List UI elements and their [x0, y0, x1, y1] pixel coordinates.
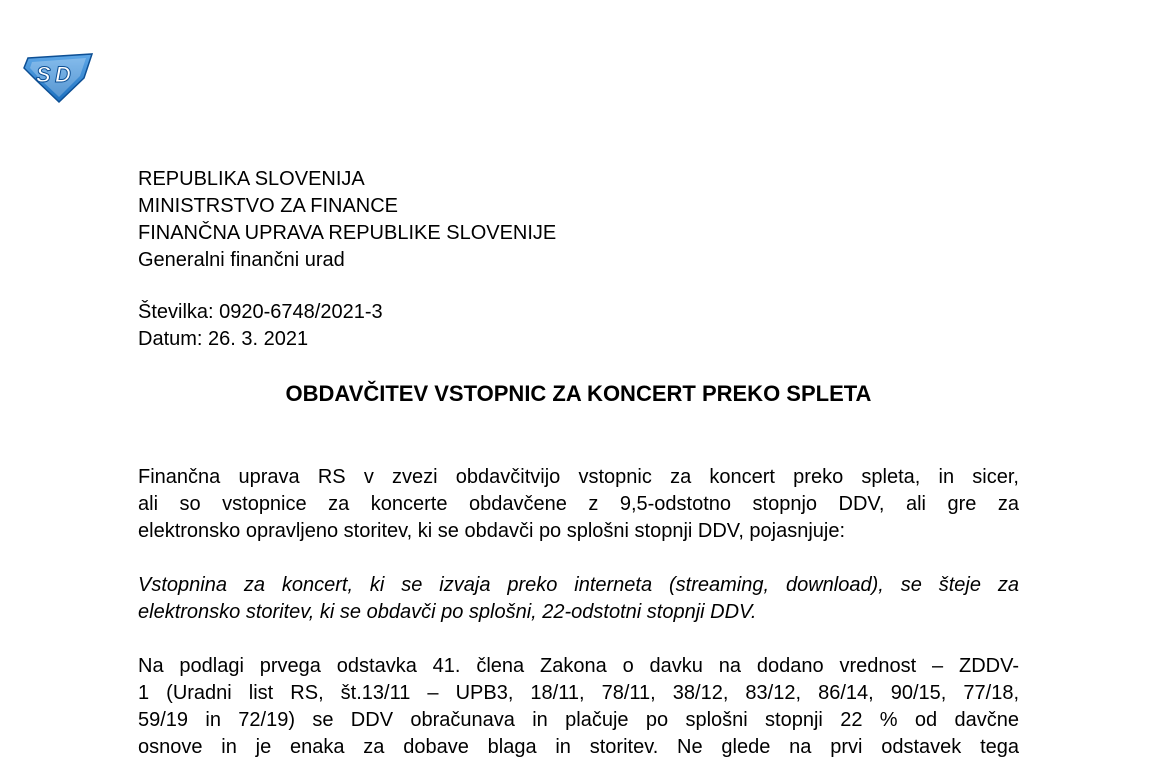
issuer-header — [138, 166, 556, 274]
document-meta — [138, 299, 383, 353]
paragraph-line: Finančna uprava RS v zvezi obdavčitvijo vstopnic za koncert preko spleta, in sicer, — [138, 466, 1019, 488]
logo — [22, 50, 96, 104]
paragraph-line: osnove in je enaka za dobave blaga in storitev. Ne glede na prvi odstavek tega — [138, 736, 1019, 758]
paragraph-line: Vstopnina za koncert, ki se izvaja preko interneta (streaming, download), se šteje za — [138, 574, 1019, 596]
document-date: Datum: 26. 3. 2021 — [138, 328, 309, 350]
header-ministry: MINISTRSTVO ZA FINANCE — [138, 195, 399, 217]
paragraph-line: 1 (Uradni list RS, št.13/11 – UPB3, 18/11, 78/11, 38/12, 83/12, 86/14, 90/15, 77/18, — [138, 682, 1019, 704]
paragraph-answer — [138, 572, 1019, 626]
document-title: OBDAVČITEV VSTOPNIC ZA KONCERT PREKO SPLETA — [285, 381, 872, 406]
svg-text:S: S — [36, 62, 51, 87]
paragraph-legal-basis — [138, 653, 1019, 761]
svg-text:D: D — [55, 62, 71, 87]
header-fin-admin: FINANČNA UPRAVA REPUBLIKE SLOVENIJE — [138, 222, 557, 244]
paragraph-line: elektronsko opravljeno storitev, ki se obdavči po splošni stopnji DDV, pojasnjuje: — [138, 520, 846, 542]
paragraph-line: Na podlagi prvega odstavka 41. člena Zakona o davku na dodano vrednost – ZDDV- — [138, 655, 1019, 677]
paragraph-line: 59/19 in 72/19) se DDV obračunava in plačuje po splošni stopnji 22 % od davčne — [138, 709, 1019, 731]
document-number: Številka: 0920-6748/2021-3 — [138, 301, 383, 323]
header-office: Generalni finančni urad — [138, 249, 345, 271]
paragraph-intro — [138, 464, 1019, 545]
header-republic: REPUBLIKA SLOVENIJA — [138, 168, 365, 190]
paragraph-line: elektronsko storitev, ki se obdavči po splošni, 22-odstotni stopnji DDV. — [138, 601, 757, 623]
coat-of-arms-icon — [22, 50, 96, 104]
paragraph-line: ali so vstopnice za koncerte obdavčene z 9,5-odstotno stopnjo DDV, ali gre za — [138, 493, 1019, 515]
